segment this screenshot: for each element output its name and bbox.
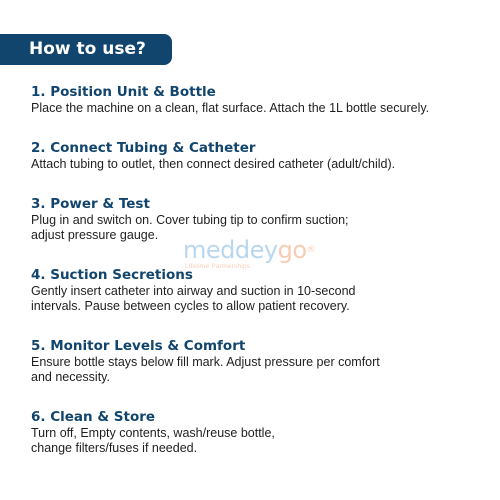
header-banner (0, 34, 172, 65)
step-title: 4. Suction Secretions (31, 267, 193, 283)
step-title: 6. Clean & Store (31, 409, 156, 425)
watermark-brand-part1: meddey (183, 236, 278, 264)
step-description-line: change filters/fuses if needed. (31, 441, 198, 455)
step-description-line: Attach tubing to outlet, then connect desired catheter (adult/child). (31, 157, 396, 171)
step-6 (31, 409, 491, 456)
step-description-line: Plug in and switch on. Cover tubing tip to confirm suction; (31, 213, 349, 227)
step-4 (31, 267, 491, 314)
step-title: 2. Connect Tubing & Catheter (31, 140, 256, 156)
step-1 (31, 84, 491, 116)
watermark-brand-part2: go (277, 236, 307, 264)
step-5 (31, 338, 491, 385)
step-title: 5. Monitor Levels & Comfort (31, 338, 246, 354)
step-3 (31, 196, 491, 243)
page-title: How to use? (29, 39, 146, 59)
step-title: 1. Position Unit & Bottle (31, 84, 216, 100)
step-2 (31, 140, 491, 172)
step-description-line: Turn off, Empty contents, wash/reuse bottle, (31, 426, 275, 440)
step-title: 3. Power & Test (31, 196, 150, 212)
step-description-line: and necessity. (31, 370, 110, 384)
step-description-line: Place the machine on a clean, flat surface. Attach the 1L bottle securely. (31, 101, 430, 115)
step-description-line: adjust pressure gauge. (31, 228, 159, 242)
step-description-line: Ensure bottle stays below fill mark. Adjust pressure per comfort (31, 355, 380, 369)
step-description-line: Gently insert catheter into airway and suction in 10-second (31, 284, 356, 298)
watermark-registered-mark: ® (306, 245, 316, 255)
step-description-line: intervals. Pause between cycles to allow patient recovery. (31, 299, 350, 313)
watermark-tagline: Lifetime Partnerships (185, 263, 251, 270)
